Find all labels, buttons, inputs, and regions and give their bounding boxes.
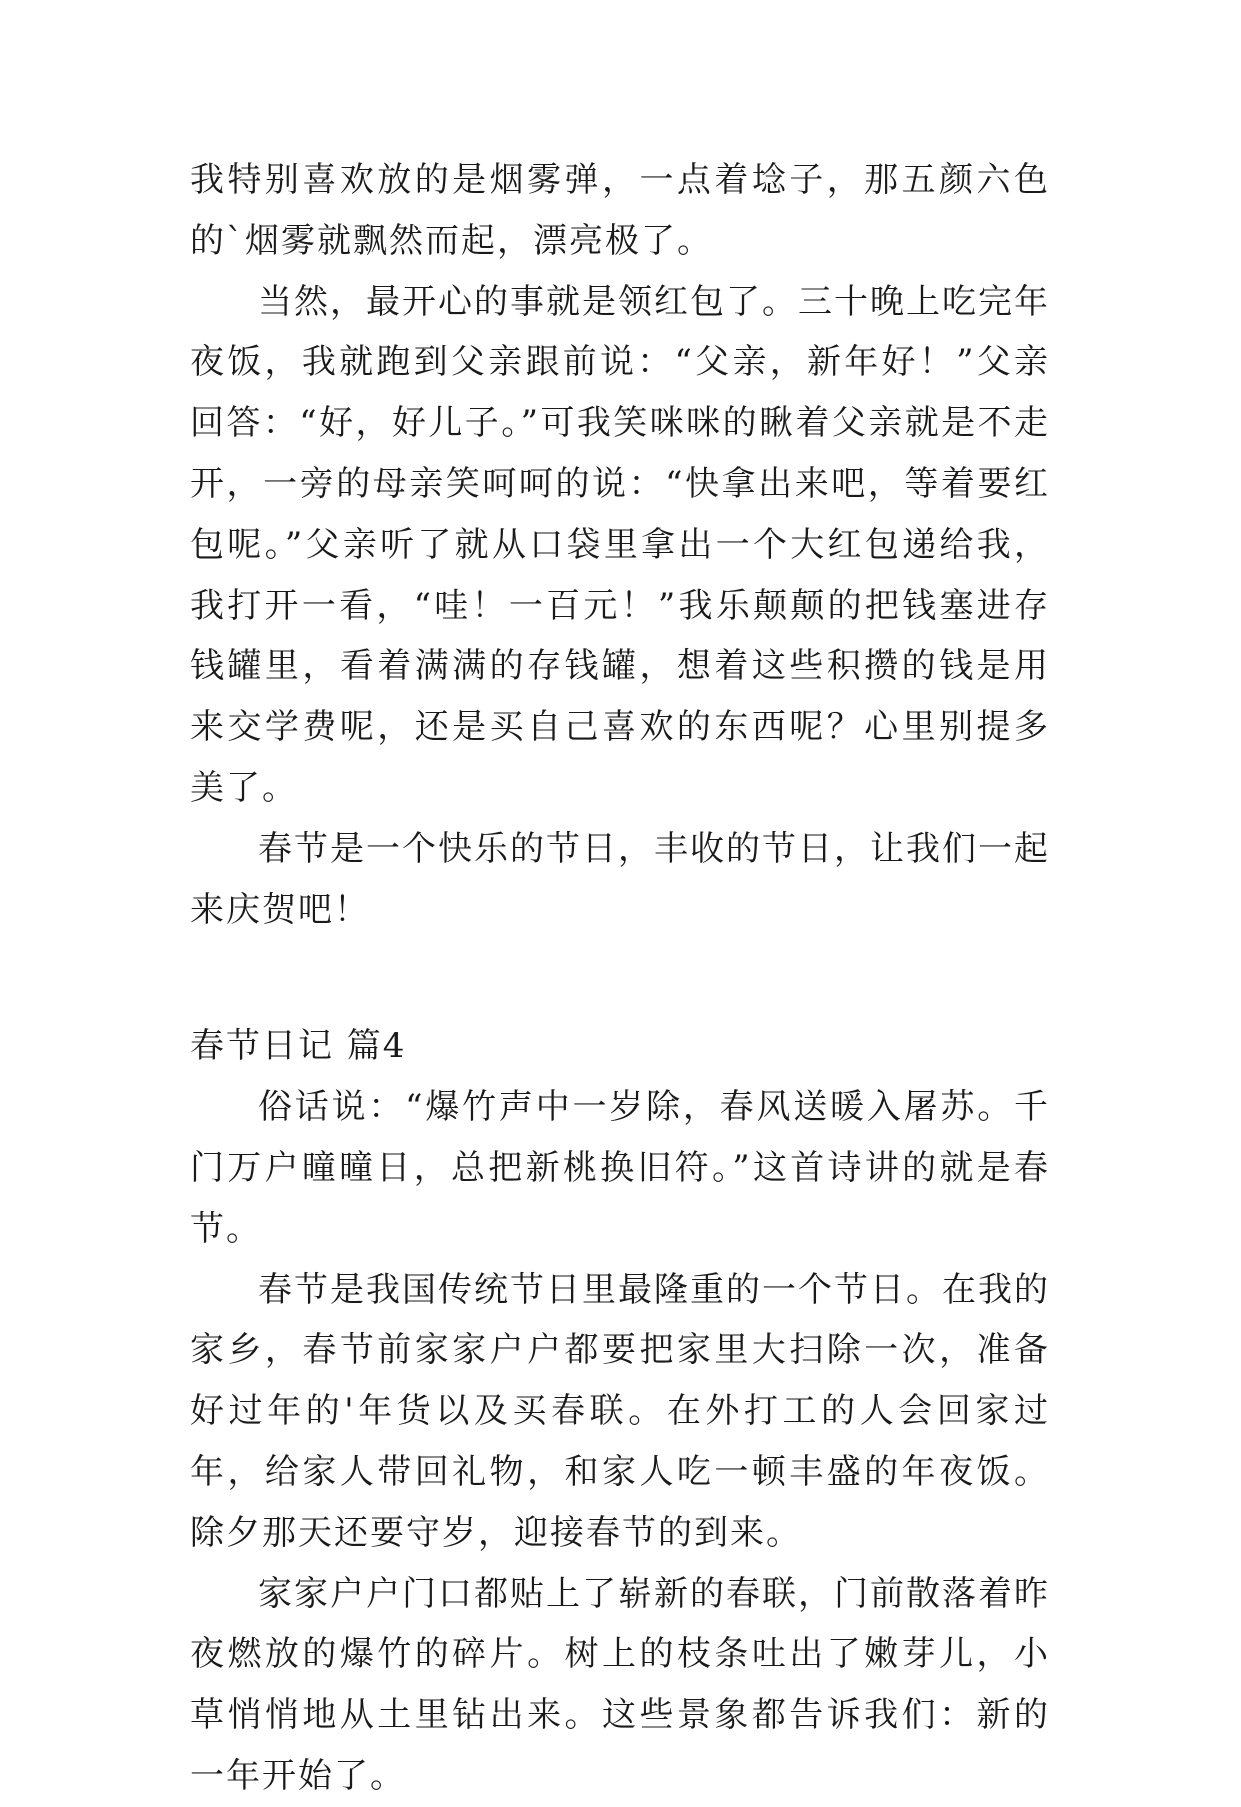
paragraph-red-envelope: 当然，最开心的事就是领红包了。三十晚上吃完年夜饭，我就跑到父亲跟前说：“父亲，新年好！”父亲回答：“好，好儿子。”可我笑咪咪的瞅着父亲就是不走开，一旁的母亲笑呵呵的说：“快拿出来吧，等着要红包呢。”父亲听了就从口袋里拿出一个大红包递给我，我打开一看，“哇！一百元！”我乐颠颠的把钱塞进存钱罐里，看着满满的存钱罐，想着这些积攒的钱是用来交学费呢，还是买自己喜欢的东西呢？心里别提多美了。 <box>190 281 1050 808</box>
paragraph-proverb: 俗话说：“爆竹声中一岁除，春风送暖入屠苏。千门万户曈曈日，总把新桃换旧符。”这首诗讲的就是春节。 <box>190 1087 1050 1249</box>
section-heading: 春节日记 篇4 <box>190 1026 407 1067</box>
document-body <box>190 150 1050 1807</box>
section-gap <box>190 940 1050 1016</box>
paragraph-tradition: 春节是我国传统节日里最隆重的一个节日。在我的家乡，春节前家家户户都要把家里大扫除一次，准备好过年的'年货以及买春联。在外打工的人会回家过年，给家人带回礼物，和家人吃一顿丰盛的年夜饭。除夕那天还要守岁，迎接春节的到来。 <box>190 1269 1050 1553</box>
paragraph-celebrate: 春节是一个快乐的节日，丰收的节日，让我们一起来庆贺吧！ <box>190 828 1050 930</box>
paragraph-new-year-scene: 家家户户门口都贴上了崭新的春联，门前散落着昨夜燃放的爆竹的碎片。树上的枝条吐出了嫩芽儿，小草悄悄地从土里钻出来。这些景象都告诉我们：新的一年开始了。 <box>190 1573 1050 1796</box>
paragraph-smoke-bomb: 我特别喜欢放的是烟雾弹，一点着埝子，那五颜六色的`烟雾就飘然而起，漂亮极了。 <box>190 160 1050 261</box>
